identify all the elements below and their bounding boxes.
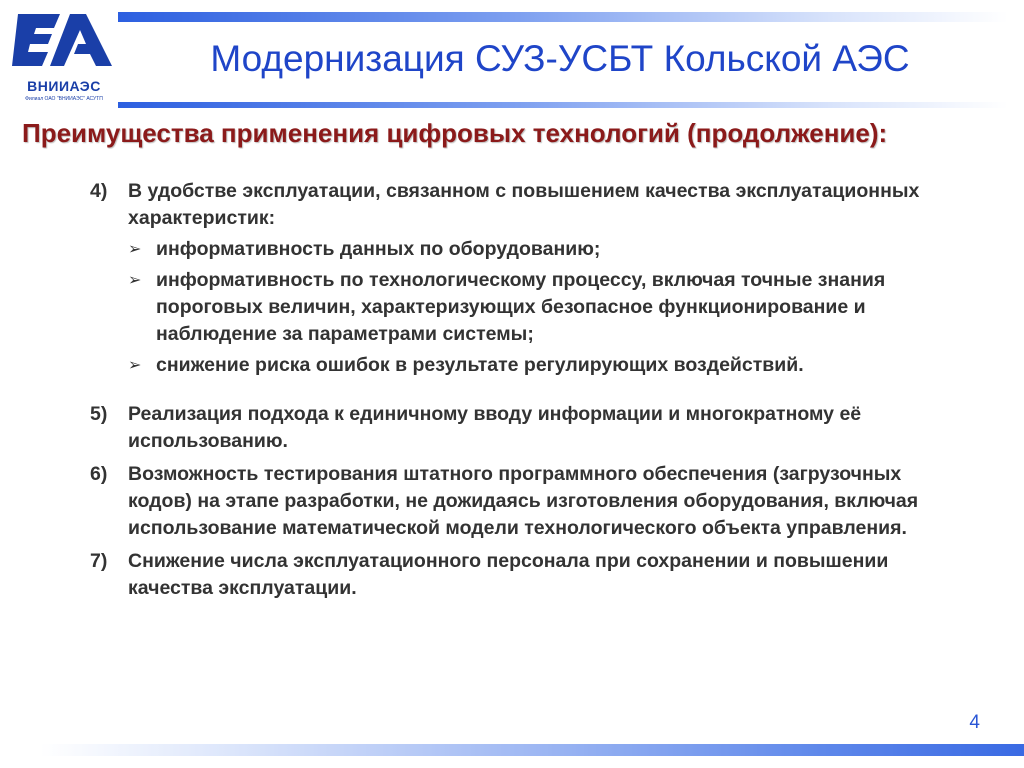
item-number: 4) xyxy=(90,180,108,202)
sub-list-item xyxy=(128,267,970,348)
sub-list-item xyxy=(128,236,970,263)
list-item-5 xyxy=(90,401,970,455)
sub-item-text: информативность данных по оборудованию; xyxy=(156,238,601,260)
sub-item-text: снижение риска ошибок в результате регулирующих воздействий. xyxy=(156,354,804,376)
item-text: Возможность тестирования штатного программного обеспечения (загрузочных кодов) на этапе разработки, не дожидаясь изготовления оборудования, включая использование математической модели технологического объекта управления. xyxy=(128,463,919,539)
footer-line xyxy=(40,744,1024,756)
logo-subtitle: Филиал ОАО "ВНИИАЭС" АСУТП xyxy=(25,96,103,102)
section-subtitle: Преимущества применения цифровых технологий (продолжение): xyxy=(22,118,888,148)
item-number: 7) xyxy=(90,550,108,572)
item-number: 6) xyxy=(90,463,108,485)
sub-list-item xyxy=(128,352,970,379)
item-number: 5) xyxy=(90,403,108,425)
slide-title: Модернизация СУЗ-УСБТ Кольской АЭС xyxy=(210,38,910,79)
logo-name: ВНИИАЭС xyxy=(27,78,101,94)
content-list xyxy=(90,178,970,602)
sub-item-text: информативность по технологическому процессу, включая точные знания пороговых величин, характеризующих безопасное функционирование и наблюдение за параметрами системы; xyxy=(156,269,886,345)
arrow-bullet-icon: ➢ xyxy=(128,357,142,374)
arrow-bullet-icon: ➢ xyxy=(128,272,142,289)
vniiaes-logo-icon xyxy=(8,8,120,78)
list-item-7 xyxy=(90,548,970,602)
item-body xyxy=(128,178,970,379)
page-number: 4 xyxy=(969,712,980,733)
item-text: В удобстве эксплуатации, связанном с повышением качества эксплуатационных характеристик: xyxy=(128,180,920,229)
arrow-bullet-icon: ➢ xyxy=(128,241,142,258)
item-text: Реализация подхода к единичному вводу информации и многократному её использованию. xyxy=(128,403,862,452)
sub-list xyxy=(128,236,970,379)
header-bottom-line xyxy=(118,102,1008,108)
list-item-4 xyxy=(90,178,970,379)
item-text: Снижение числа эксплуатационного персонала при сохранении и повышении качества эксплуатации. xyxy=(128,550,889,599)
list-item-6 xyxy=(90,461,970,542)
header-top-line xyxy=(118,12,1008,22)
vniiaes-logo xyxy=(8,8,120,108)
